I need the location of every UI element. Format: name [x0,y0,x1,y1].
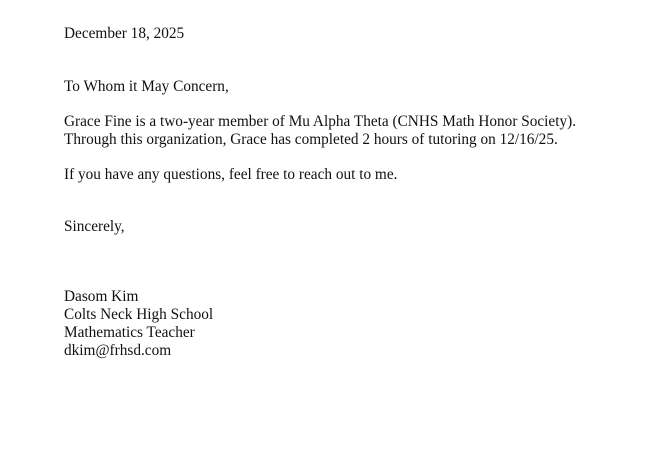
signature-school: Colts Neck High School [64,306,214,323]
signature-title: Mathematics Teacher [64,324,195,341]
body-line-2: Through this organization, Grace has completed 2 hours of tutoring on 12/16/25. [64,131,558,148]
signature-email: dkim@frhsd.com [64,342,172,359]
letter-date: December 18, 2025 [64,25,185,42]
salutation: To Whom it May Concern, [64,78,229,95]
body-line-1: Grace Fine is a two-year member of Mu Alpha Theta (CNHS Math Honor Society). [64,113,577,130]
closing: Sincerely, [64,218,125,235]
body-line-3: If you have any questions, feel free to reach out to me. [64,166,398,183]
signature-name: Dasom Kim [64,288,139,305]
